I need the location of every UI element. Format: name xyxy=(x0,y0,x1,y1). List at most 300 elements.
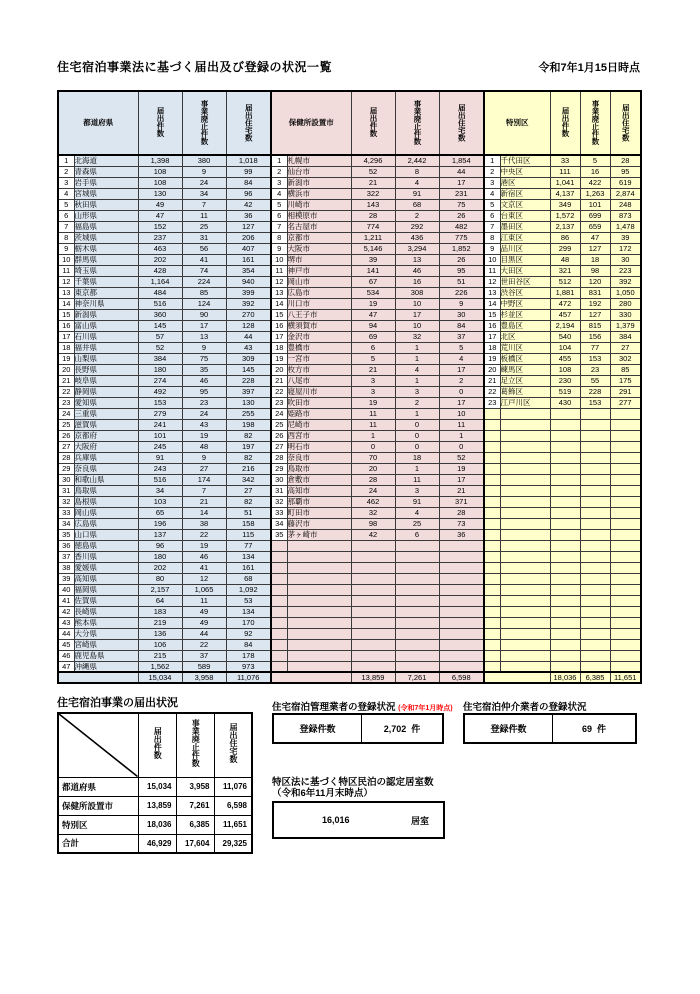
value-cell: 96 xyxy=(138,540,182,551)
value-cell xyxy=(550,507,580,518)
value-cell: 27 xyxy=(610,342,641,353)
value-cell: 223 xyxy=(610,265,641,276)
value-cell: 360 xyxy=(138,309,182,320)
summary-value-cell: 6,385 xyxy=(176,815,214,834)
value-cell: 3 xyxy=(395,386,439,397)
row-number: 11 xyxy=(58,265,74,276)
table-row xyxy=(58,265,641,276)
row-number: 18 xyxy=(58,342,74,353)
prefecture-name: 長崎県 xyxy=(74,606,138,617)
prefecture-name: 広島県 xyxy=(74,518,138,529)
ward-name: 板橋区 xyxy=(500,353,550,364)
summary-table-body xyxy=(58,777,252,853)
value-cell: 831 xyxy=(580,287,610,298)
value-cell: 108 xyxy=(138,177,182,188)
city-name xyxy=(287,562,351,573)
value-cell: 96 xyxy=(226,188,271,199)
city-name xyxy=(287,650,351,661)
value-cell: 292 xyxy=(395,221,439,232)
total-value-cell: 18,036 xyxy=(550,672,580,683)
total-value-cell: 15,034 xyxy=(138,672,182,683)
table-row xyxy=(58,375,641,386)
ward-name xyxy=(500,628,550,639)
value-cell: 9 xyxy=(439,298,484,309)
value-cell xyxy=(395,595,439,606)
value-cell: 34 xyxy=(138,485,182,496)
value-cell: 82 xyxy=(226,452,271,463)
value-cell xyxy=(395,661,439,672)
value-cell: 17 xyxy=(182,320,226,331)
table-row xyxy=(58,441,641,452)
value-cell: 69 xyxy=(351,331,395,342)
row-number xyxy=(484,595,500,606)
value-cell: 1,050 xyxy=(610,287,641,298)
value-cell: 482 xyxy=(439,221,484,232)
value-cell: 399 xyxy=(226,287,271,298)
prefecture-name: 香川県 xyxy=(74,551,138,562)
summary-table xyxy=(57,712,253,854)
value-cell: 280 xyxy=(610,298,641,309)
city-name: 西宮市 xyxy=(287,430,351,441)
value-cell: 158 xyxy=(226,518,271,529)
city-name: 名古屋市 xyxy=(287,221,351,232)
ward-name: 中央区 xyxy=(500,166,550,177)
value-cell: 243 xyxy=(138,463,182,474)
value-cell: 52 xyxy=(351,166,395,177)
row-number: 19 xyxy=(271,353,287,364)
row-number: 5 xyxy=(271,199,287,210)
table-row xyxy=(58,155,641,166)
value-cell xyxy=(351,650,395,661)
ward-name xyxy=(500,551,550,562)
row-number xyxy=(484,474,500,485)
row-number: 13 xyxy=(58,287,74,298)
prefecture-name: 青森県 xyxy=(74,166,138,177)
value-cell: 659 xyxy=(580,221,610,232)
table-row xyxy=(58,551,641,562)
value-cell: 73 xyxy=(439,518,484,529)
value-cell: 216 xyxy=(226,463,271,474)
city-name: 明石市 xyxy=(287,441,351,452)
row-number xyxy=(484,639,500,650)
value-cell xyxy=(439,595,484,606)
value-cell: 206 xyxy=(226,232,271,243)
value-cell: 127 xyxy=(226,221,271,232)
value-cell: 1 xyxy=(351,430,395,441)
value-cell xyxy=(610,463,641,474)
value-cell: 192 xyxy=(580,298,610,309)
value-cell: 143 xyxy=(351,199,395,210)
value-cell: 28 xyxy=(351,210,395,221)
value-cell: 48 xyxy=(182,441,226,452)
value-cell: 196 xyxy=(138,518,182,529)
table-row xyxy=(58,320,641,331)
value-cell: 5 xyxy=(580,155,610,166)
city-name: 寝屋川市 xyxy=(287,386,351,397)
value-cell: 127 xyxy=(580,243,610,254)
value-cell: 309 xyxy=(226,353,271,364)
city-name xyxy=(287,551,351,562)
value-cell: 430 xyxy=(550,397,580,408)
ward-name xyxy=(500,584,550,595)
ward-name: 大田区 xyxy=(500,265,550,276)
row-number: 42 xyxy=(58,606,74,617)
row-number xyxy=(484,661,500,672)
value-cell: 384 xyxy=(138,353,182,364)
value-cell: 5 xyxy=(351,353,395,364)
value-cell: 152 xyxy=(138,221,182,232)
total-row-spacer xyxy=(484,672,550,683)
value-cell: 82 xyxy=(226,496,271,507)
row-number: 47 xyxy=(58,661,74,672)
value-cell xyxy=(550,595,580,606)
value-cell xyxy=(610,562,641,573)
city-name: 京都市 xyxy=(287,232,351,243)
value-cell: 85 xyxy=(182,287,226,298)
value-cell xyxy=(351,551,395,562)
row-number: 36 xyxy=(58,540,74,551)
value-cell: 25 xyxy=(182,221,226,232)
value-cell: 21 xyxy=(351,177,395,188)
table-row xyxy=(58,584,641,595)
table-row xyxy=(58,452,641,463)
value-cell: 49 xyxy=(182,617,226,628)
value-cell: 9 xyxy=(182,342,226,353)
value-cell: 11 xyxy=(439,419,484,430)
value-cell xyxy=(550,551,580,562)
summary-row-label: 特別区 xyxy=(58,815,138,834)
row-number: 20 xyxy=(58,364,74,375)
ward-name xyxy=(500,518,550,529)
notifications-header: 届出件数 xyxy=(138,713,176,777)
row-number: 9 xyxy=(484,243,500,254)
table-row xyxy=(58,232,641,243)
row-number: 16 xyxy=(271,320,287,331)
row-number: 9 xyxy=(58,243,74,254)
value-cell: 32 xyxy=(395,331,439,342)
value-cell: 228 xyxy=(226,375,271,386)
value-cell: 52 xyxy=(138,342,182,353)
prefecture-name: 京都府 xyxy=(74,430,138,441)
value-cell: 74 xyxy=(182,265,226,276)
value-cell: 108 xyxy=(550,364,580,375)
value-cell: 47 xyxy=(580,232,610,243)
value-cell: 534 xyxy=(351,287,395,298)
diagonal-line xyxy=(59,714,138,777)
value-cell: 84 xyxy=(226,177,271,188)
value-cell: 1 xyxy=(395,353,439,364)
summary-value-cell: 18,036 xyxy=(138,815,176,834)
value-cell: 2 xyxy=(395,397,439,408)
row-number: 16 xyxy=(58,320,74,331)
diagonal-cell xyxy=(58,713,138,777)
row-number: 20 xyxy=(271,364,287,375)
value-cell: 380 xyxy=(182,155,226,166)
value-cell xyxy=(610,595,641,606)
value-cell: 1,263 xyxy=(580,188,610,199)
ward-name: 目黒区 xyxy=(500,254,550,265)
value-cell: 245 xyxy=(138,441,182,452)
value-cell: 92 xyxy=(226,628,271,639)
value-cell: 170 xyxy=(226,617,271,628)
row-number: 14 xyxy=(58,298,74,309)
value-cell: 9 xyxy=(182,166,226,177)
value-cell xyxy=(395,606,439,617)
row-number xyxy=(484,551,500,562)
value-cell: 153 xyxy=(580,353,610,364)
value-cell xyxy=(395,650,439,661)
value-cell: 6 xyxy=(351,342,395,353)
value-cell: 130 xyxy=(226,397,271,408)
value-cell: 75 xyxy=(182,353,226,364)
ward-name xyxy=(500,430,550,441)
row-number: 15 xyxy=(484,309,500,320)
city-name: 広島市 xyxy=(287,287,351,298)
city-name: 町田市 xyxy=(287,507,351,518)
value-cell: 2,137 xyxy=(550,221,580,232)
value-cell xyxy=(439,540,484,551)
value-cell: 6 xyxy=(395,529,439,540)
value-cell: 11 xyxy=(395,474,439,485)
value-cell: 255 xyxy=(226,408,271,419)
value-cell: 128 xyxy=(226,320,271,331)
houses-header: 届出住宅数 xyxy=(214,713,252,777)
value-cell: 4 xyxy=(395,177,439,188)
row-number: 8 xyxy=(484,232,500,243)
value-cell: 39 xyxy=(351,254,395,265)
value-cell: 108 xyxy=(138,166,182,177)
row-number: 12 xyxy=(58,276,74,287)
discontinued-header: 事業廃止件数 xyxy=(176,713,214,777)
total-value-cell: 6,598 xyxy=(439,672,484,683)
value-cell: 1,018 xyxy=(226,155,271,166)
value-cell xyxy=(439,551,484,562)
ward-name xyxy=(500,639,550,650)
value-cell xyxy=(610,529,641,540)
ward-name: 台東区 xyxy=(500,210,550,221)
ward-name: 練馬区 xyxy=(500,364,550,375)
value-cell: 20 xyxy=(351,463,395,474)
prefecture-name: 宮崎県 xyxy=(74,639,138,650)
row-number: 39 xyxy=(58,573,74,584)
row-number: 6 xyxy=(484,210,500,221)
value-cell xyxy=(550,584,580,595)
row-number: 1 xyxy=(484,155,500,166)
city-name: 倉敷市 xyxy=(287,474,351,485)
row-number: 17 xyxy=(484,331,500,342)
city-name xyxy=(287,639,351,650)
ward-name xyxy=(500,507,550,518)
value-cell: 308 xyxy=(395,287,439,298)
value-cell xyxy=(610,518,641,529)
row-number: 1 xyxy=(58,155,74,166)
value-cell: 1 xyxy=(395,463,439,474)
value-cell xyxy=(550,408,580,419)
row-number: 4 xyxy=(271,188,287,199)
value-cell: 27 xyxy=(182,463,226,474)
value-cell: 37 xyxy=(439,331,484,342)
table-row xyxy=(58,166,641,177)
total-value-cell: 11,651 xyxy=(610,672,641,683)
value-cell: 940 xyxy=(226,276,271,287)
value-cell: 47 xyxy=(351,309,395,320)
value-cell: 27 xyxy=(226,485,271,496)
row-number: 13 xyxy=(271,287,287,298)
value-cell: 1,398 xyxy=(138,155,182,166)
value-cell: 274 xyxy=(138,375,182,386)
prefecture-name: 東京都 xyxy=(74,287,138,298)
city-name: 豊橋市 xyxy=(287,342,351,353)
value-cell: 57 xyxy=(138,331,182,342)
row-number xyxy=(271,595,287,606)
value-cell xyxy=(610,496,641,507)
value-cell: 349 xyxy=(550,199,580,210)
value-cell: 56 xyxy=(182,243,226,254)
value-cell: 321 xyxy=(550,265,580,276)
value-cell: 28 xyxy=(351,474,395,485)
value-cell xyxy=(550,606,580,617)
ward-name xyxy=(500,573,550,584)
ward-name xyxy=(500,529,550,540)
city-name: 横須賀市 xyxy=(287,320,351,331)
value-cell: 178 xyxy=(226,650,271,661)
total-value-cell: 11,076 xyxy=(226,672,271,683)
value-cell xyxy=(550,485,580,496)
table-row xyxy=(58,331,641,342)
value-cell: 4,137 xyxy=(550,188,580,199)
value-cell: 70 xyxy=(351,452,395,463)
agent-registration-value xyxy=(553,715,635,742)
value-cell: 19 xyxy=(351,298,395,309)
value-cell: 5 xyxy=(439,342,484,353)
row-number: 10 xyxy=(271,254,287,265)
value-cell: 1,164 xyxy=(138,276,182,287)
row-number: 33 xyxy=(271,507,287,518)
value-cell: 224 xyxy=(182,276,226,287)
value-cell xyxy=(580,507,610,518)
value-cell: 5,146 xyxy=(351,243,395,254)
table-row xyxy=(58,606,641,617)
ward-name: 千代田区 xyxy=(500,155,550,166)
value-cell: 248 xyxy=(610,199,641,210)
summary-value-cell: 29,325 xyxy=(214,834,252,853)
row-number: 32 xyxy=(271,496,287,507)
value-cell: 47 xyxy=(138,210,182,221)
row-number: 14 xyxy=(271,298,287,309)
row-number: 21 xyxy=(271,375,287,386)
value-cell xyxy=(351,595,395,606)
row-number xyxy=(271,551,287,562)
row-number: 21 xyxy=(58,375,74,386)
table-row xyxy=(58,562,641,573)
row-number: 4 xyxy=(484,188,500,199)
row-number xyxy=(484,408,500,419)
value-cell: 25 xyxy=(395,518,439,529)
prefecture-name: 岡山県 xyxy=(74,507,138,518)
value-cell: 277 xyxy=(610,397,641,408)
row-number: 3 xyxy=(58,177,74,188)
city-name: 堺市 xyxy=(287,254,351,265)
value-cell: 75 xyxy=(439,199,484,210)
prefecture-name: 愛知県 xyxy=(74,397,138,408)
value-cell: 0 xyxy=(395,419,439,430)
row-number: 4 xyxy=(58,188,74,199)
value-cell: 384 xyxy=(610,331,641,342)
city-name xyxy=(287,584,351,595)
value-cell: 84 xyxy=(439,320,484,331)
city-name: 八尾市 xyxy=(287,375,351,386)
value-cell: 11 xyxy=(182,595,226,606)
value-cell: 302 xyxy=(610,353,641,364)
value-cell: 16 xyxy=(395,276,439,287)
value-cell: 407 xyxy=(226,243,271,254)
value-cell: 2,442 xyxy=(395,155,439,166)
value-cell: 1,092 xyxy=(226,584,271,595)
value-cell: 484 xyxy=(138,287,182,298)
value-cell xyxy=(351,540,395,551)
row-number xyxy=(484,463,500,474)
value-cell: 26 xyxy=(439,254,484,265)
row-number: 16 xyxy=(484,320,500,331)
notifications-header: 届出件数 xyxy=(351,91,395,155)
row-number: 28 xyxy=(271,452,287,463)
value-cell: 0 xyxy=(395,430,439,441)
value-cell: 17 xyxy=(439,474,484,485)
value-cell xyxy=(580,441,610,452)
row-number: 7 xyxy=(484,221,500,232)
value-cell: 46 xyxy=(182,551,226,562)
value-cell: 95 xyxy=(182,386,226,397)
row-number: 27 xyxy=(271,441,287,452)
row-number: 1 xyxy=(271,155,287,166)
value-cell: 99 xyxy=(226,166,271,177)
value-cell xyxy=(610,584,641,595)
value-cell: 17 xyxy=(439,364,484,375)
total-value-cell: 7,261 xyxy=(395,672,439,683)
value-cell xyxy=(610,507,641,518)
value-cell xyxy=(550,419,580,430)
row-number: 15 xyxy=(58,309,74,320)
ward-name xyxy=(500,595,550,606)
manager-registration-note: (令和7年1月時点) xyxy=(398,705,453,712)
value-cell xyxy=(580,452,610,463)
row-number: 6 xyxy=(271,210,287,221)
row-number: 34 xyxy=(58,518,74,529)
row-number xyxy=(271,584,287,595)
agent-registration-unit: 件 xyxy=(597,724,607,734)
table-row xyxy=(58,639,641,650)
ward-name: 新宿区 xyxy=(500,188,550,199)
summary-value-cell: 3,958 xyxy=(176,777,214,796)
total-value-cell: 13,859 xyxy=(351,672,395,683)
value-cell: 14 xyxy=(182,507,226,518)
ward-name xyxy=(500,408,550,419)
table-row xyxy=(58,287,641,298)
prefecture-name: 岐阜県 xyxy=(74,375,138,386)
value-cell: 23 xyxy=(580,364,610,375)
table-row xyxy=(58,364,641,375)
value-cell: 8 xyxy=(395,166,439,177)
row-number: 25 xyxy=(58,419,74,430)
value-cell: 231 xyxy=(439,188,484,199)
value-cell xyxy=(550,496,580,507)
city-name xyxy=(287,617,351,628)
value-cell: 241 xyxy=(138,419,182,430)
value-cell: 873 xyxy=(610,210,641,221)
summary-value-cell: 11,651 xyxy=(214,815,252,834)
city-name xyxy=(287,606,351,617)
value-cell: 91 xyxy=(138,452,182,463)
